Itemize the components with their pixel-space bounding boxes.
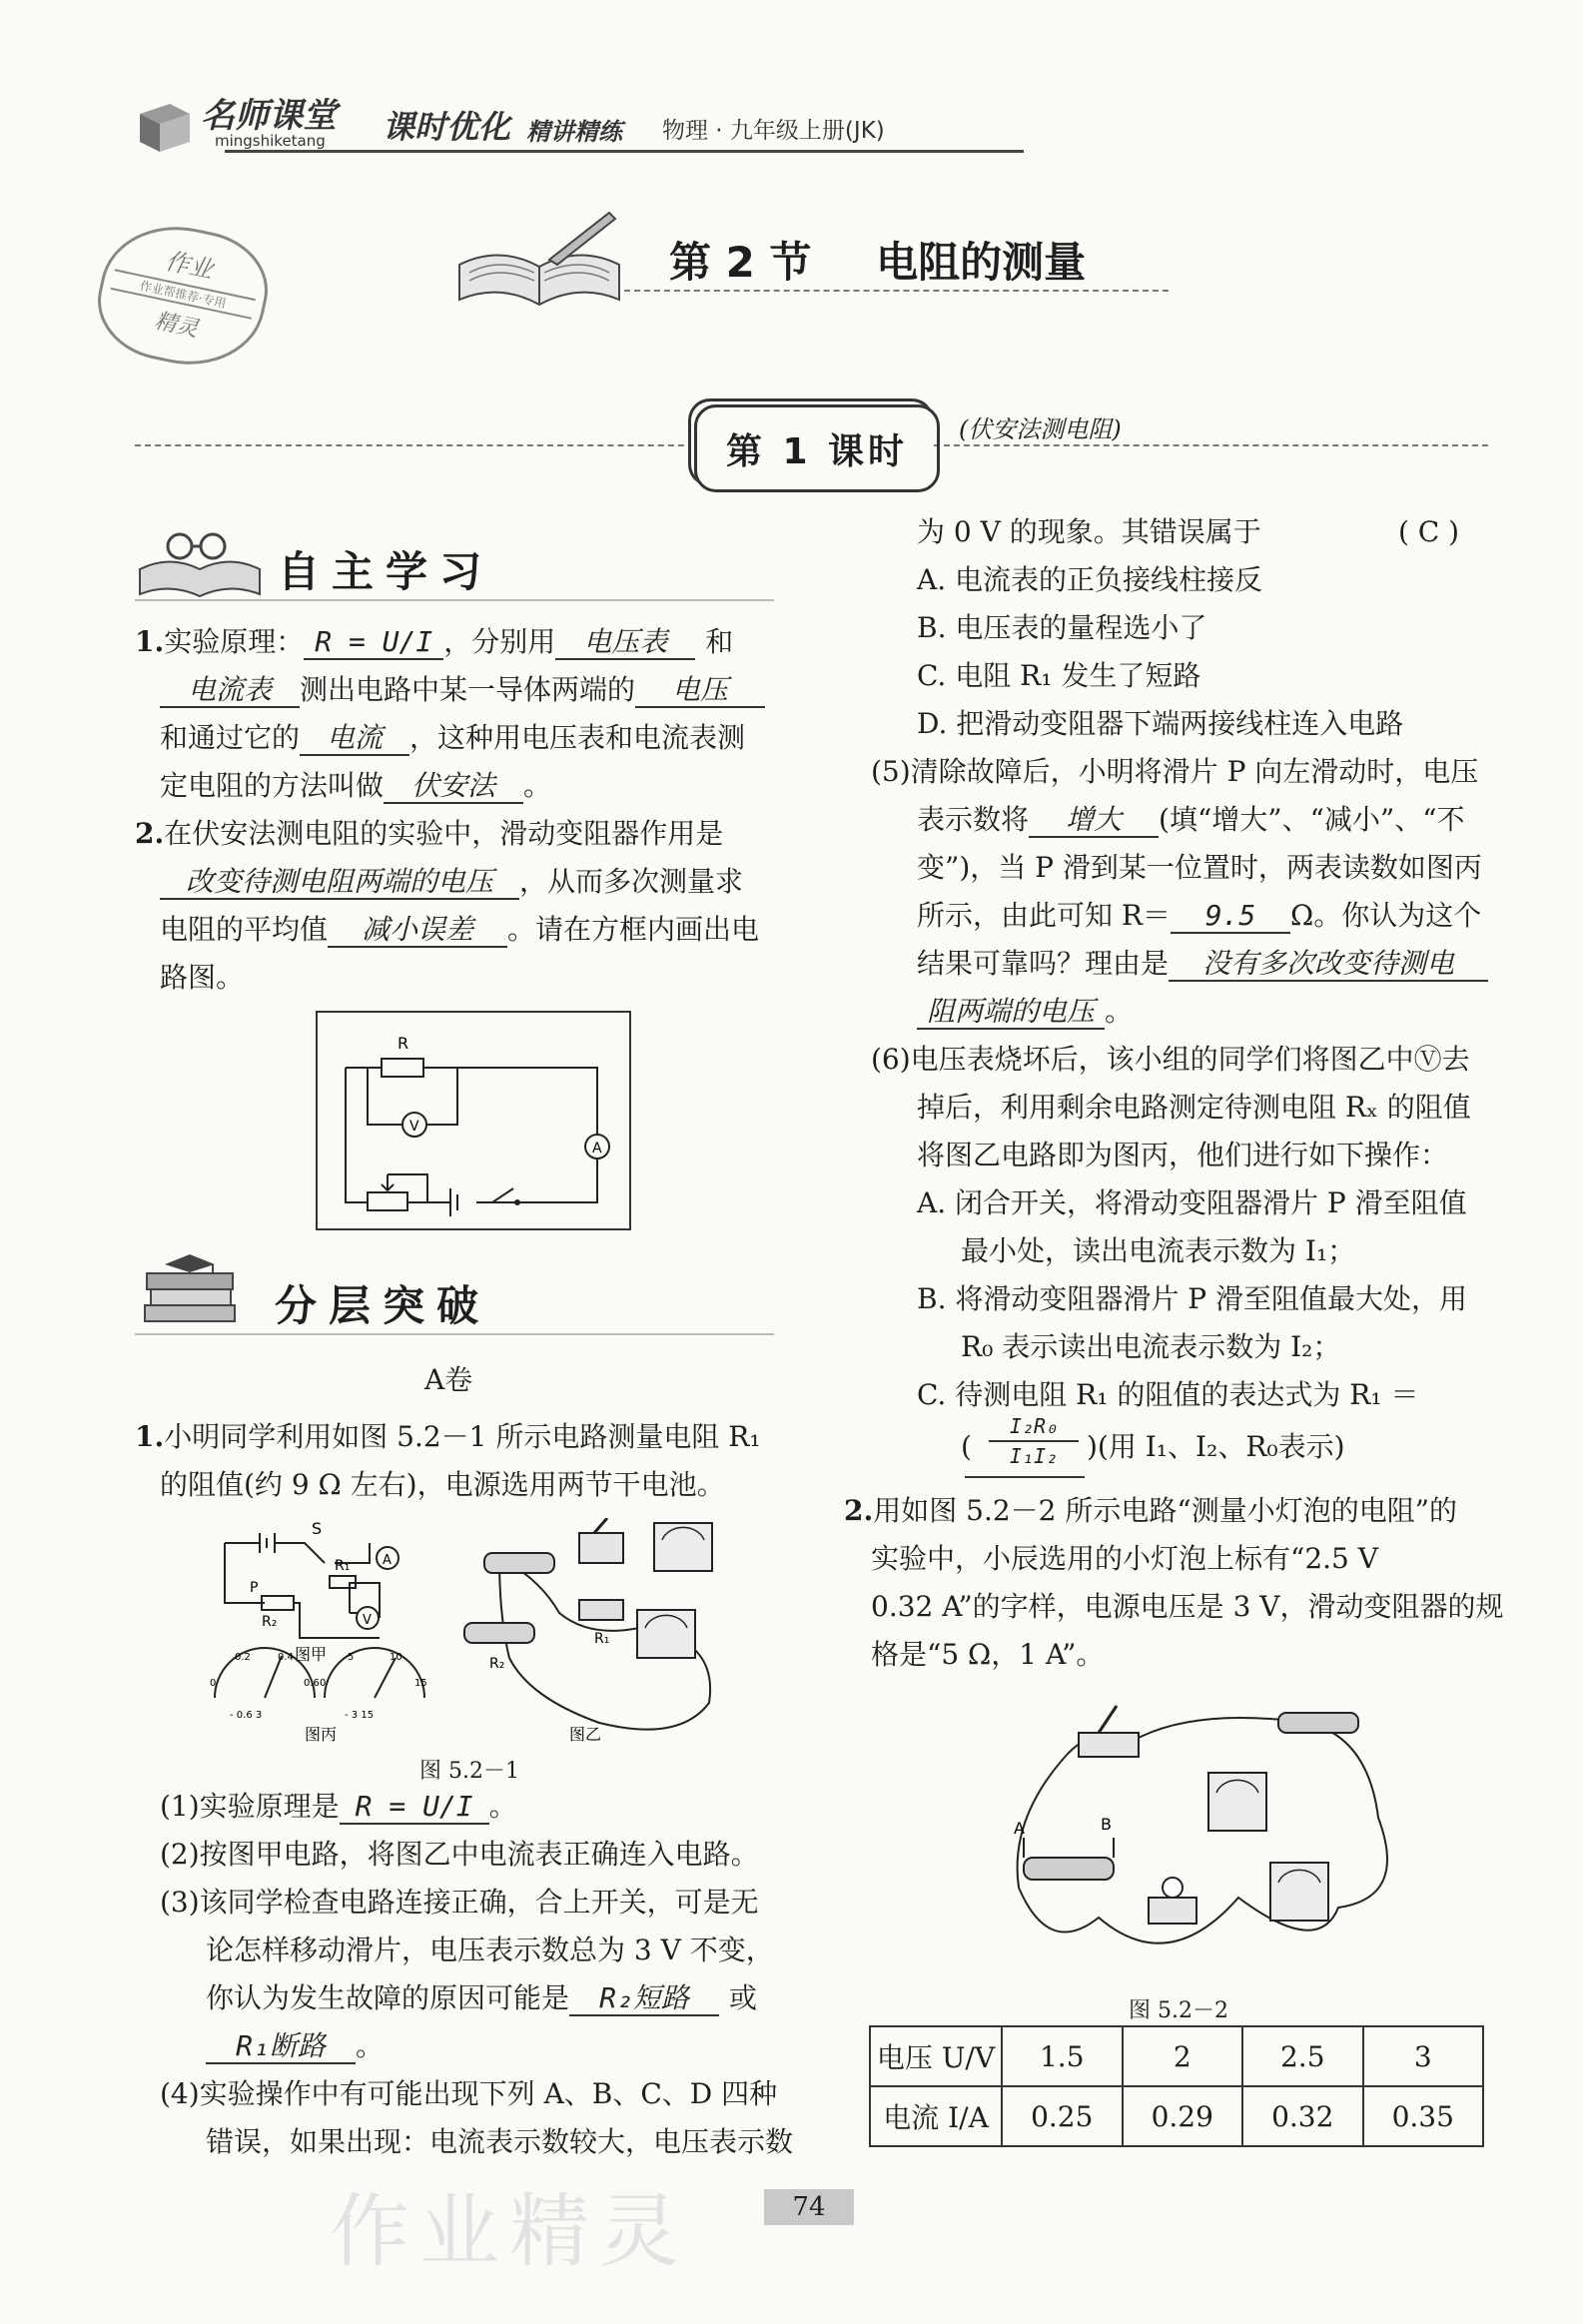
lq1-p3-l4: R₁断路 。 (206, 2023, 384, 2069)
fraction-numerator: I₂R₀ (989, 1414, 1079, 1442)
fig-yi-label: 图乙 (569, 1725, 602, 1744)
header-rule (225, 150, 1024, 153)
stamp-top: 作业 (163, 246, 216, 285)
answer-blank: 阻两端的电压 (917, 997, 1105, 1030)
answer-blank: 电流表 (160, 675, 300, 708)
lesson-topic: (伏安法测电阻) (959, 415, 1122, 443)
answer-blank: R = U/I (304, 627, 443, 660)
stamp-bottom: 精灵 (152, 309, 201, 343)
answer-blank: 伏安法 (384, 771, 523, 804)
ammeter-label: A (592, 1141, 602, 1157)
data-table (869, 2025, 1484, 2147)
lesson-label: 第 1 课时 (725, 430, 909, 472)
row-header: 电流 I/A (870, 2086, 1002, 2146)
option-c: C. 电阻 R₁ 发生了短路 (917, 659, 1201, 692)
lq1-p3-l2: 论怎样移动滑片，电压表示数总为 3 V 不变， (206, 1934, 774, 1966)
section-name: 电阻的测量 (876, 238, 1087, 287)
m2-terms: - 3 15 (345, 1710, 375, 1721)
lq1-p5-l3: 变”)，当 P 滑到某一位置时，两表读数如图丙 (917, 851, 1482, 884)
lq1-p6-a2: 最小处，读出电流表示数为 I₁； (961, 1234, 1356, 1267)
paper-label: A卷 (424, 1363, 473, 1396)
terminal-a-label: A (1014, 1819, 1025, 1838)
lq1-p5-l2: 表示数将 增大 (填“增大”、“减小”、“不 (917, 803, 1465, 836)
ss-q2-line3: 电阻的平均值 减小误差 。请在方框内画出电 (160, 913, 760, 946)
answer-blank: 电压表 (555, 627, 695, 660)
self-study-heading: 自主学习 (278, 547, 494, 596)
watermark: 作业精灵 (330, 2185, 689, 2278)
ss-q1-line3: 和通过它的 电流 ，这种用电压表和电流表测 (160, 721, 746, 754)
lq1-p6-c2: )(用 I₁、I₂、R₀表示) (1087, 1430, 1345, 1463)
ammeter-a-label: A (383, 1553, 392, 1568)
option-b: B. 电压表的量程选小了 (917, 611, 1207, 644)
fraction-answer (989, 1414, 1079, 1468)
ammeter-icon (1208, 1773, 1266, 1831)
q2-line4: 格是“5 Ω，1 A”。 (871, 1638, 1105, 1671)
title-underline (624, 290, 1169, 292)
circuit-diagram-box (316, 1011, 631, 1230)
lq1-p6-c-open: ( (961, 1430, 972, 1463)
resistor-r (382, 1059, 423, 1077)
q2-line2: 实验中，小辰选用的小灯泡上标有“2.5 V (871, 1542, 1378, 1575)
table-row (870, 2026, 1483, 2086)
m1-t3: 0.6 (304, 1678, 320, 1689)
slider-p-label: P (250, 1580, 259, 1596)
q2-line1: 2.用如图 5.2－2 所示电路“测量小灯泡的电阻”的 (844, 1494, 1458, 1527)
answer-blank: 改变待测电阻两端的电压 (160, 867, 519, 900)
m2-t3: 15 (414, 1678, 427, 1689)
logo-pinyin: mingshiketang (215, 132, 326, 150)
table-cell: 0.25 (1002, 2086, 1123, 2146)
answer-blank: 增大 (1029, 805, 1159, 838)
lamp-icon (1149, 1898, 1196, 1924)
fraction-denominator: I₁I₂ (1009, 1444, 1059, 1468)
switch-icon (1079, 1733, 1139, 1757)
lq1-p6-c1: C. 待测电阻 R₁ 的阻值的表达式为 R₁ ＝ (917, 1378, 1419, 1411)
figure-caption-1: 图 5.2－1 (419, 1759, 519, 1784)
table-cell: 2.5 (1242, 2026, 1363, 2086)
resistor-label: R (397, 1034, 409, 1053)
lq1-p3-l3: 你认为发生故障的原因可能是 R₂短路 或 (206, 1981, 758, 2014)
voltmeter-icon (1270, 1863, 1328, 1921)
voltmeter-dial (325, 1648, 424, 1698)
figure-5-2-1 (200, 1518, 739, 1748)
m2-t1: 5 (348, 1652, 355, 1663)
fig-bing-label: 图丙 (305, 1725, 338, 1744)
lq1-line1: 1.小明同学利用如图 5.2－1 所示电路测量电阻 R₁ (135, 1420, 761, 1453)
stamp-mid: 作业帮推荐·专用 (111, 269, 256, 319)
table-cell: 0.29 (1123, 2086, 1243, 2146)
ss-q1-line4: 定电阻的方法叫做 伏安法 。 (160, 769, 552, 802)
lq1-p2: (2)按图甲电路，将图乙中电流表正确连入电路。 (160, 1838, 759, 1871)
layered-heading: 分层突破 (275, 1281, 491, 1330)
lesson-rule-left (135, 444, 694, 446)
open-book-icon (449, 205, 629, 315)
lq1-p4-l3: 为 0 V 的现象。其错误属于 (917, 515, 1261, 548)
switch-symbol (476, 1188, 532, 1202)
lq1-p6-a1: A. 闭合开关，将滑动变阻器滑片 P 滑至阻值 (917, 1186, 1467, 1219)
m1-t0: 0 (210, 1678, 217, 1689)
book-name: 物理 · 九年级上册(JK) (662, 118, 885, 144)
lq1-p4-l1: (4)实验操作中有可能出现下列 A、B、C、D 四种 (160, 2077, 778, 2110)
fig-jia-label: 图甲 (295, 1645, 328, 1664)
logo-cube-icon (135, 96, 195, 154)
m2-t2: 10 (390, 1652, 402, 1663)
rheostat-icon (1024, 1858, 1114, 1880)
table-cell: 1.5 (1002, 2026, 1123, 2086)
rheostat-r2-label: R₂ (262, 1614, 278, 1630)
ss-q1-line2: 电流表 测出电路中某一导体两端的 电压 (160, 667, 765, 713)
m2-t0: 0 (320, 1678, 327, 1689)
section-title (669, 230, 1086, 290)
answer-blank: 没有多次改变待测电 (1169, 949, 1488, 982)
layered-rule (135, 1333, 774, 1335)
lesson-badge (694, 404, 940, 492)
option-d: D. 把滑动变阻器下端两接线柱连入电路 (917, 707, 1404, 740)
page-header (135, 88, 1483, 158)
series-title: 课时优化 (383, 108, 511, 146)
books-stack-icon (135, 1250, 245, 1330)
fraction-blank-line (965, 1476, 1085, 1478)
lq1-p6-l1: (6)电压表烧坏后，该小组的同学们将图乙中Ⓥ去 (871, 1043, 1470, 1076)
m1-t1: 0.2 (235, 1652, 251, 1663)
lq1-p4-answer: ( C ) (1398, 515, 1460, 548)
answer-blank: 电压 (635, 675, 765, 708)
figure-caption-2: 图 5.2－2 (1129, 1998, 1228, 2023)
battery-icon (1278, 1713, 1358, 1733)
lq1-p5-l4: 所示，由此可知 R＝ 9.5 Ω。你认为这个 (917, 899, 1482, 932)
ss-q2-line1: 2.在伏安法测电阻的实验中，滑动变阻器作用是 (135, 817, 724, 850)
resistor-r1-label: R₁ (335, 1558, 351, 1574)
table-cell: 0.35 (1363, 2086, 1484, 2146)
ss-q2-line2: 改变待测电阻两端的电压 ，从而多次测量求 (160, 859, 743, 905)
lq1-p3-l1: (3)该同学检查电路连接正确，合上开关，可是无 (160, 1886, 759, 1919)
table-row (870, 2086, 1483, 2146)
lq1-p5-l1: (5)清除故障后，小明将滑片 P 向左滑动时，电压 (871, 755, 1479, 788)
voltmeter-label: V (409, 1119, 419, 1135)
table-cell: 2 (1123, 2026, 1243, 2086)
figure-5-2-2 (989, 1698, 1408, 1987)
lq1-p5-l5: 结果可靠吗？理由是 没有多次改变待测电 (917, 941, 1488, 987)
ss-q1-line1: 1.实验原理： R = U/I ，分别用 电压表 和 (135, 625, 734, 658)
self-study-rule (135, 599, 774, 601)
switch-s-label: S (312, 1519, 323, 1538)
lq1-p6-b2: R₀ 表示读出电流表示数为 I₂； (961, 1330, 1341, 1363)
answer-blank: 电流 (300, 723, 409, 756)
page-number: 74 (764, 2189, 854, 2225)
answer-blank: R₂短路 (569, 1983, 719, 2016)
lq1-line2: 的阻值(约 9 Ω 左右)，电源选用两节干电池。 (160, 1468, 725, 1501)
fig-yi-r1-label: R₁ (594, 1631, 610, 1647)
lesson-rule-right (934, 444, 1488, 446)
lq1-p4-l2: 错误，如果出现：电流表示数较大，电压表示数 (206, 2125, 794, 2158)
series-subtitle: 精讲精练 (526, 118, 622, 146)
circuit-diagram (318, 1013, 629, 1228)
section-number: 第 2 节 (669, 238, 812, 287)
voltmeter-v-label: V (363, 1613, 372, 1628)
ss-q2-line4: 路图。 (160, 961, 245, 994)
m1-t2: 0.4 (278, 1652, 294, 1663)
answer-blank: 减小误差 (328, 915, 507, 948)
lq1-p1: (1)实验原理是 R = U/I 。 (160, 1790, 517, 1823)
table-cell: 0.32 (1242, 2086, 1363, 2146)
option-a: A. 电流表的正负接线柱接反 (917, 563, 1263, 596)
lq1-p6-l2: 掉后，利用剩余电路测定待测电阻 Rₓ 的阻值 (917, 1091, 1471, 1124)
row-header: 电压 U/V (870, 2026, 1002, 2086)
answer-blank: R₁断路 (206, 2031, 356, 2064)
reading-icon (135, 524, 265, 599)
lq1-p6-b1: B. 将滑动变阻器滑片 P 滑至阻值最大处，用 (917, 1282, 1468, 1315)
logo-text: 名师课堂 (201, 96, 337, 136)
fig-yi-r2-label: R₂ (489, 1656, 505, 1672)
m1-terms: - 0.6 3 (230, 1710, 263, 1721)
lq1-p6-l3: 将图乙电路即为图丙，他们进行如下操作： (917, 1139, 1449, 1171)
answer-blank: 9.5 (1171, 901, 1290, 934)
lq1-p5-l6: 阻两端的电压 。 (917, 989, 1133, 1035)
homework-stamp (88, 212, 279, 380)
answer-blank: R = U/I (340, 1792, 489, 1825)
q2-line3: 0.32 A”的字样，电源电压是 3 V，滑动变阻器的规 (871, 1590, 1504, 1623)
table-cell: 3 (1363, 2026, 1484, 2086)
terminal-b-label: B (1101, 1815, 1112, 1834)
rheostat-symbol (368, 1192, 407, 1210)
